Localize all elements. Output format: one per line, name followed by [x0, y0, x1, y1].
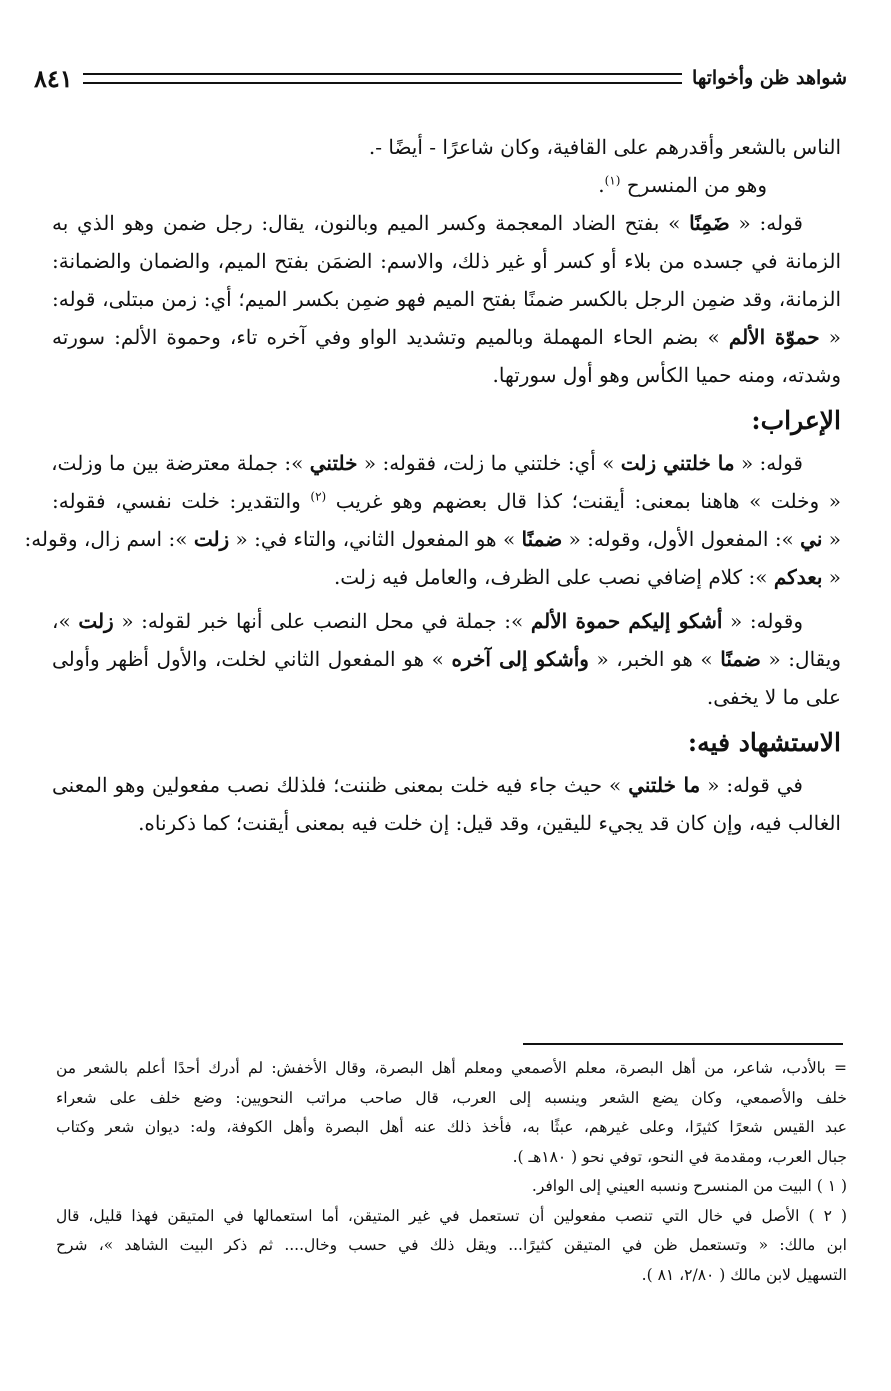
footnote-ref[interactable]: (٢): [310, 489, 327, 504]
footnote-line: عبد القيس شعرًا كثيرًا، وعلى غيرهم، عبثًا به، فأخذ ذلك عنه أهل البصرة وأهل الكوفة، وله: ديوان شعر وكتاب: [56, 1118, 847, 1136]
main-text: [24, 128, 842, 842]
footnote-line: جبال العرب، ومقدمة في النحو، توفي نحو ( ١٨٠هـ ).: [512, 1147, 847, 1166]
text-line: « ني »: المفعول الأول، وقوله: « ضمنًا » هو المفعول الثاني، والتاء في: « زلت »: اسم زال، وقوله:: [24, 527, 841, 551]
footnote-line: خلف والأصمعي، وكان يضع الشعر وينسبه إلى العرب، قال صاحب مراتب النحويين: وضع خلف على شعراء: [56, 1088, 847, 1107]
text-line: وشدته، ومنه حميا الكأس وهو أول سورتها.: [492, 363, 841, 387]
footnote-2: ( ٢ ) الأصل في خال التي تنصب مفعولين أن تستعمل في غير المتيقن، أما استعمالها في المتيقن فهذا قليل، قال: [56, 1206, 847, 1225]
section-heading-irab: الإعراب:: [751, 406, 841, 435]
footnote-line: = بالأدب، شاعر، من أهل البصرة، معلم الأصمعي ومعلم أهل البصرة، وقال الأخفش: لم أدرك أحدًا أعلم بالشعر من: [56, 1059, 847, 1077]
footnote-line: ابن مالك: « وتستعمل ظن في المتيقن كثيرًا... ويقل ذلك في حسب وخال.... ثم ذكر البيت الشاهد »، شرح: [56, 1236, 847, 1254]
text-line: في قوله: « ما خلتني » حيث جاء فيه خلت بمعنى ظننت؛ فلذلك نصب مفعولين وهو المعنى: [52, 773, 803, 797]
text-line: الناس بالشعر وأقدرهم على القافية، وكان شاعرًا - أيضًا -.: [368, 135, 841, 159]
text-line: « وخلت » هاهنا بمعنى: أيقنت؛ كذا قال بعضهم وهو غريب $^{(٢)}$ والتقدير: خلت نفسي، فقوله:: [52, 489, 841, 513]
text-line: على ما لا يخفى.: [706, 685, 841, 709]
text-line: الزمانة، وقد ضمِن الرجل بالكسر ضمنًا بفتح الميم فهو ضمِن بكسر الميم؛ أي: زمن مبتلى، قوله:: [52, 287, 841, 311]
text-line: الغالب فيه، وإن كان قد يجيء لليقين، وقد قيل: إن خلت فيه بمعنى أيقنت؛ كما ذكرناه.: [138, 811, 841, 835]
text-line: « بعدكم »: كلام إضافي نصب على الظرف، والعامل فيه زلت.: [333, 565, 841, 589]
text-line: وهو من المنسرح $^{(١)}$.: [598, 173, 767, 197]
running-header: [34, 58, 847, 98]
text-line: ويقال: « ضمنًا » هو الخبر، « وأشكو إلى آخره » هو المفعول الثاني لخلت، والأول أظهر وأولى: [52, 647, 842, 671]
text-line: قوله: « ضَمِنًا » بفتح الضاد المعجمة وكسر الميم وبالنون، يقال: رجل ضمن وهو الذي به: [52, 211, 803, 235]
text-line: « حموّة الألم » بضم الحاء المهملة وبالميم وتشديد الواو وفي آخره تاء، وحموة الألم: سورته: [52, 325, 842, 349]
footnote-ref[interactable]: (١): [604, 173, 621, 188]
text-line: قوله: « ما خلتني زلت » أي: خلتني ما زلت، فقوله: « خلتني »: جملة معترضة بين ما وزلت،: [51, 451, 803, 475]
footnote-line: التسهيل لابن مالك ( ٢/٨٠، ٨١ ).: [641, 1265, 847, 1284]
footnotes: [56, 1054, 847, 1290]
footnote-1: ( ١ ) البيت من المنسرح ونسبه العيني إلى الوافر.: [531, 1177, 847, 1195]
footnote-separator: [523, 1043, 843, 1045]
text-line: وقوله: « أشكو إليكم حموة الألم »: جملة في محل النصب على أنها خبر لقوله: « زلت »،: [52, 609, 803, 633]
page-number: ٨٤١: [34, 63, 73, 93]
section-heading-istishhad: الاستشهاد فيه:: [687, 728, 841, 757]
chapter-title: شواهد ظن وأخواتها: [692, 67, 847, 89]
header-double-rule: [83, 73, 682, 84]
text-line: الزمانة في جسده من بلاء أو كسر أو غير ذلك، والاسم: الضمَن بفتح الميم، والضمان والضمانة:: [52, 249, 841, 273]
